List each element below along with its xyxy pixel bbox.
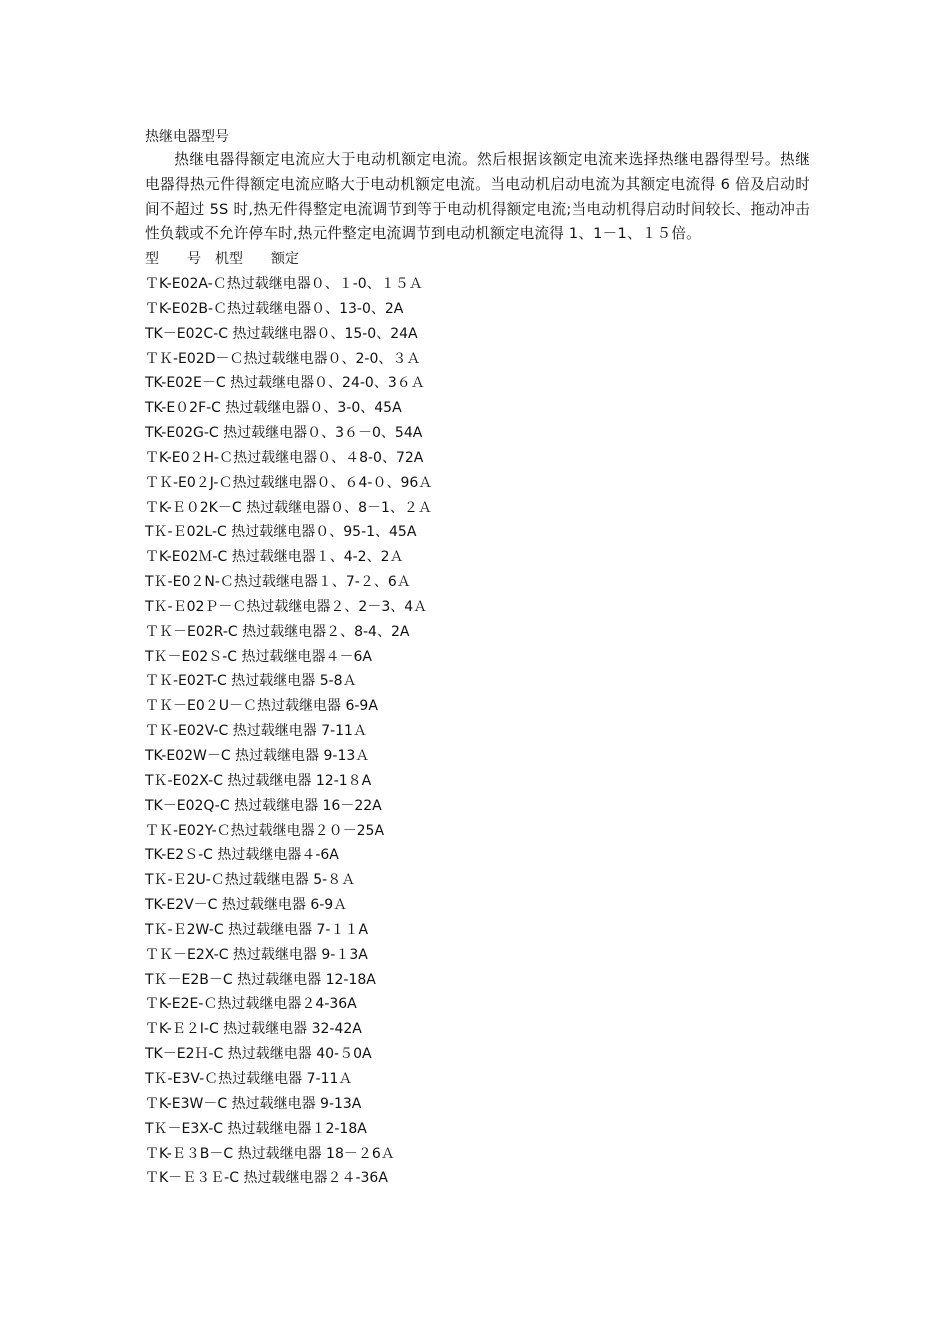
model-row: ＴK-Ｅ３B－C 热过载继电器 18－２6Ａ: [145, 1145, 395, 1162]
model-row: TK－E02C-C 热过载继电器０、15-0、24A: [145, 325, 418, 342]
model-row: ＴＫ-E02V-C 热过载继电器 7-11Ａ: [145, 723, 367, 740]
model-row: TK-E02E－C 热过载继电器０、24-0、3６Ａ: [145, 375, 425, 392]
model-row: TK-E2Ｓ-C 热过载继电器４-6A: [145, 847, 339, 864]
model-row: TＫ-Ｅ02Ｐ－Ｃ热过载继电器２、2－3、4Ａ: [145, 598, 428, 615]
model-row: TＫ－E02Ｓ-C 热过载继电器４－6A: [145, 648, 372, 665]
model-row: TK-E2V－C 热过载继电器 6-9Ａ: [145, 897, 348, 914]
model-row: TＫ-Ｅ02L-C 热过载继电器０、95-1、45A: [145, 524, 417, 541]
model-row: TＫ-E02X-C 热过载继电器 12-1８A: [145, 772, 372, 789]
model-row: TK-E02G-C 热过载继电器０、3６－0、54A: [145, 425, 423, 442]
model-row: ＴＫ-E02D－Ｃ热过载继电器０、2-0、３Ａ: [145, 350, 421, 367]
model-row: ＴK-E3W－C 热过载继电器 9-13A: [145, 1095, 362, 1112]
model-row: TK-E０2F-C 热过载继电器０、3-0、45A: [145, 400, 402, 417]
model-row: ＴＫ－E2X-C 热过载继电器 9-１3A: [145, 946, 368, 963]
intro-paragraph: 热继电器得额定电流应大于电动机额定电流。然后根据该额定电流来选择热继电器得型号。热继电器得热元件得额定电流应略大于电动机额定电流。当电动机启动电流为其额定电流得 6 倍及启动时间不超过 5S 时,热无件得整定电流调节到等于电动机得额定电流;当电动机得启动时间较长、拖动冲击性负载或不允许停车时,热元件整定电流调节到电动机额定电流得 1、1－1、１５倍。: [145, 151, 810, 243]
model-row: TＫ-E3V-Ｃ热过载继电器 7-11Ａ: [145, 1070, 353, 1087]
model-row: ＴK-E02A-Ｃ热过载继电器０、１-0、１５Ａ: [145, 275, 423, 292]
model-row: ＴK－Ｅ３Ｅ-C 热过载继电器２４-36A: [145, 1170, 388, 1187]
model-row: TＫ-Ｅ2W-C 热过载继电器 7-１１A: [145, 921, 369, 938]
model-row: TK－E2Ｈ-C 热过载继电器 40-５0A: [145, 1046, 372, 1063]
model-row: ＴＫ-E0２J-Ｃ热过载继电器０、６4-０、96Ａ: [145, 474, 433, 491]
model-row: ＴK-E02B-Ｃ热过载继电器０、13-0、2A: [145, 300, 404, 317]
model-row: ＴK-Ｅ２I-C 热过载继电器 32-42A: [145, 1021, 362, 1038]
model-row: TK-E02W－C 热过载继电器 9-13Ａ: [145, 748, 370, 765]
model-row: ＴＫ-E02Y-Ｃ热过载继电器２０－25A: [145, 822, 385, 839]
model-row: TＫ－E2B－C 热过载继电器 12-18A: [145, 971, 376, 988]
model-row: ＴＫ－E0２U－Ｃ热过载继电器 6-9A: [145, 698, 378, 715]
model-row: ＴK-E02Ｍ-C 热过载继电器１、4-2、2Ａ: [145, 549, 404, 566]
model-row: ＴK-E2E-Ｃ热过载继电器２4-36A: [145, 996, 357, 1013]
model-row: ＴＫ-E02T-C 热过载继电器 5-8Ａ: [145, 673, 357, 690]
model-list: [145, 272, 810, 1191]
document-title: 热继电器型号: [145, 129, 229, 145]
model-row: TＫ－E3X-C 热过载继电器１2-18A: [145, 1120, 367, 1137]
model-row: TＫ-Ｅ2U-Ｃ热过载继电器 5-８Ａ: [145, 872, 356, 889]
model-row: TＫ-E0２N-Ｃ热过载继电器１、7-２、6Ａ: [145, 574, 411, 591]
model-row: TK－E02Q-C 热过载继电器 16－22A: [145, 797, 382, 814]
model-row: ＴＫ－E02R-C 热过载继电器２、8-4、2A: [145, 623, 410, 640]
model-table-header: 型 号 机型 额定: [145, 251, 299, 268]
model-row: ＴK-E0２H-Ｃ热过载继电器０、４8-0、72A: [145, 449, 424, 466]
model-row: ＴK-Ｅ０2K－C 热过载继电器０、8－1、２Ａ: [145, 499, 432, 516]
document-page: [145, 126, 810, 1191]
